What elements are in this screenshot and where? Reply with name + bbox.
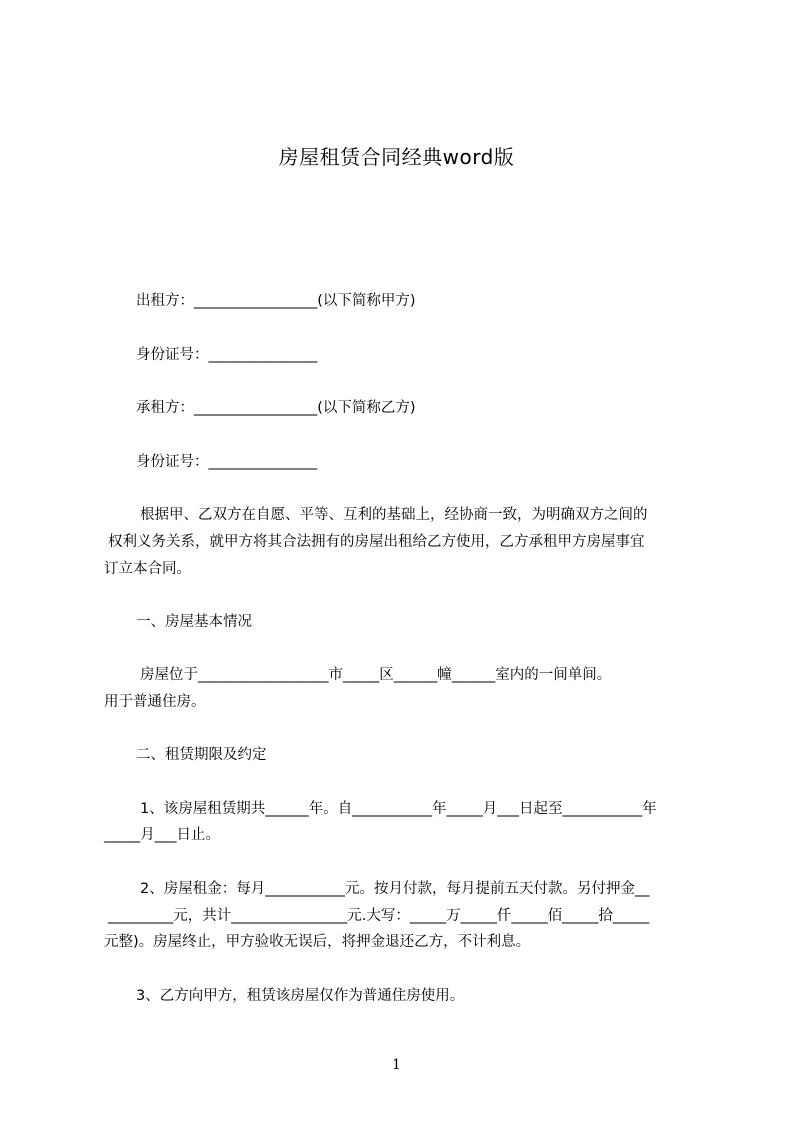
landlord-line: 出租方：_________________(以下简称甲方)	[136, 293, 416, 309]
document-title: 房屋租赁合同经典word版	[278, 145, 515, 169]
term-line-1: 1、该房屋租赁期共______年。自___________年_____月___日起至___________年	[140, 801, 657, 817]
usage-line: 3、乙方向甲方，租赁该房屋仅作为普通住房使用。	[136, 988, 465, 1004]
rent-line-3: 元整)。房屋终止，甲方验收无误后，将押金退还乙方，不计利息。	[104, 934, 531, 950]
tenant-id-line: 身份证号：_______________	[136, 454, 318, 470]
rent-line-2: _________元，共计________________元.大写：_____万_____仟_____佰_____拾_____	[108, 908, 650, 924]
page-number: 1	[392, 1057, 401, 1073]
preamble-line-2: 权利义务关系，就甲方将其合法拥有的房屋出租给乙方使用，乙方承租甲方房屋事宜	[108, 534, 645, 550]
landlord-id-line: 身份证号：_______________	[136, 347, 318, 363]
property-location-line: 房屋位于__________________市_____区______幢______室内的一间单间。	[140, 667, 612, 683]
section-heading-1: 一、房屋基本情况	[136, 614, 252, 630]
section-heading-2: 二、租赁期限及约定	[136, 747, 267, 763]
tenant-line: 承租方：_________________(以下简称乙方)	[136, 400, 416, 416]
term-line-2: _____月___日止。	[104, 827, 220, 843]
preamble-line-1: 根据甲、乙双方在自愿、平等、互利的基础上，经协商一致，为明确双方之间的	[140, 507, 648, 523]
preamble-line-3: 订立本合同。	[104, 561, 191, 577]
property-use-line: 用于普通住房。	[104, 694, 206, 710]
rent-line-1: 2、房屋租金：每月___________元。按月付款，每月提前五天付款。另付押金__	[140, 881, 650, 897]
